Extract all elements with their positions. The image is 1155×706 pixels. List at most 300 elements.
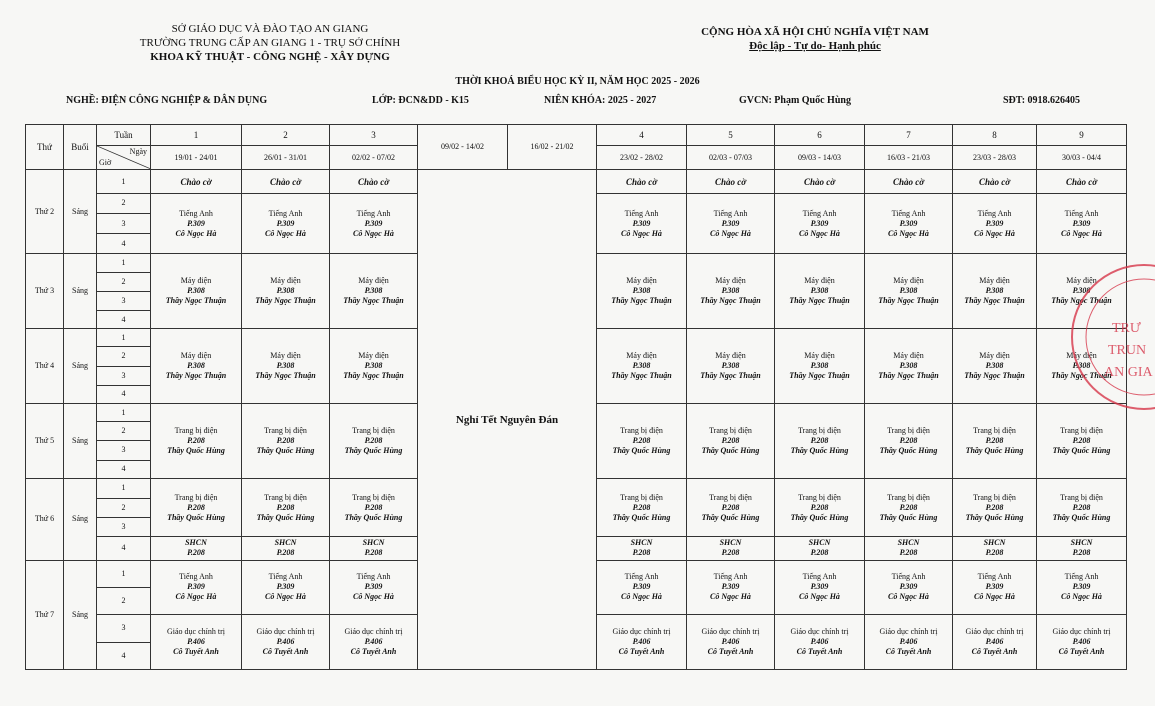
lesson-room: P.308 <box>810 361 829 371</box>
lesson-room: P.208 <box>364 502 383 512</box>
lesson-room: P.406 <box>276 637 295 647</box>
lesson-teacher: Cô Tuyết Anh <box>173 647 219 657</box>
lesson-cell <box>151 254 242 329</box>
flag-ceremony-cell: Chào cờ <box>330 170 418 193</box>
lesson-subject: Trang bị điện <box>798 492 841 502</box>
lesson-room: P.308 <box>632 286 651 296</box>
lesson-cell <box>1037 193 1127 254</box>
lesson-subject: Giáo dục chính trị <box>790 627 849 637</box>
lesson-room: P.208 <box>276 502 295 512</box>
lesson-cell <box>597 329 687 404</box>
lesson-cell <box>865 403 953 478</box>
lesson-room: P.406 <box>632 637 651 647</box>
lesson-teacher: Thầy Ngọc Thuận <box>255 371 316 381</box>
lesson-cell <box>597 560 687 615</box>
lesson-teacher: Thầy Quốc Hùng <box>790 445 849 455</box>
period-number: 3 <box>97 213 151 233</box>
lesson-subject: Tiếng Anh <box>891 572 926 582</box>
week-number: 4 <box>597 125 687 146</box>
lesson-room: P.308 <box>364 361 383 371</box>
lesson-subject: SHCN <box>719 538 742 548</box>
lesson-cell <box>242 329 330 404</box>
week-dates: 23/02 - 28/02 <box>597 146 687 170</box>
lesson-room: P.208 <box>721 548 740 558</box>
lesson-cell <box>151 478 242 537</box>
lesson-room: P.208 <box>187 502 205 512</box>
flag-ceremony-cell: Chào cờ <box>597 170 687 193</box>
flag-ceremony-cell: Chào cờ <box>865 170 953 193</box>
lesson-teacher: Thầy Ngọc Thuận <box>165 371 227 381</box>
lesson-subject: Máy điện <box>715 351 746 361</box>
cohort-label: NIÊN KHÓA: 2025 - 2027 <box>544 95 657 106</box>
lesson-subject: Máy điện <box>1066 351 1097 361</box>
lesson-teacher: Cô Ngọc Hà <box>974 228 1015 238</box>
lesson-teacher: Thầy Quốc Hùng <box>1052 445 1111 455</box>
lesson-cell <box>330 254 418 329</box>
lesson-room: P.309 <box>1072 582 1091 592</box>
lesson-teacher: Cô Ngọc Hà <box>175 592 217 602</box>
lesson-cell <box>953 329 1037 404</box>
lesson-room: P.308 <box>985 286 1004 296</box>
lesson-cell <box>242 193 330 254</box>
lesson-room: P.309 <box>276 218 295 228</box>
lesson-room: P.406 <box>1072 637 1091 647</box>
lesson-subject: Tiếng Anh <box>624 208 659 218</box>
session-label: Sáng <box>64 478 97 560</box>
lesson-cell <box>242 254 330 329</box>
lesson-teacher: Thầy Ngọc Thuận <box>878 296 939 306</box>
lesson-subject: Máy điện <box>715 276 746 286</box>
lesson-teacher: Cô Tuyết Anh <box>707 647 754 657</box>
lesson-subject: Máy điện <box>626 351 657 361</box>
lesson-subject: SHCN <box>362 538 385 548</box>
lesson-cell <box>865 329 953 404</box>
lesson-room: P.208 <box>985 435 1004 445</box>
lesson-subject: SHCN <box>1070 538 1093 548</box>
lesson-subject: Máy điện <box>270 276 301 286</box>
lesson-teacher: Thầy Ngọc Thuận <box>789 296 850 306</box>
lesson-subject: Trang bị điện <box>973 492 1016 502</box>
period-number: 2 <box>97 272 151 291</box>
lesson-cell <box>953 560 1037 615</box>
lesson-cell <box>865 254 953 329</box>
lesson-teacher: Thầy Quốc Hùng <box>879 512 938 522</box>
lesson-cell <box>597 478 687 537</box>
lesson-subject: Tiếng Anh <box>268 572 303 582</box>
lesson-room: P.309 <box>187 218 205 228</box>
lesson-teacher: Cô Ngọc Hà <box>799 228 840 238</box>
lesson-teacher: Cô Tuyết Anh <box>885 647 932 657</box>
lesson-subject: SHCN <box>630 538 653 548</box>
lesson-subject: Giáo dục chính trị <box>965 627 1024 637</box>
national-title: CỘNG HÒA XÃ HỘI CHỦ NGHĨA VIỆT NAM <box>701 26 929 38</box>
lesson-cell <box>953 403 1037 478</box>
flag-ceremony-cell: Chào cờ <box>953 170 1037 193</box>
lesson-teacher: Thầy Quốc Hùng <box>612 445 671 455</box>
lesson-room: P.308 <box>632 361 651 371</box>
lesson-teacher: Thầy Ngọc Thuận <box>700 371 761 381</box>
week-dates: 16/03 - 21/03 <box>865 146 953 170</box>
lesson-teacher: Cô Tuyết Anh <box>262 647 309 657</box>
lesson-room: P.406 <box>985 637 1004 647</box>
lesson-room: P.309 <box>276 582 295 592</box>
lesson-room: P.308 <box>1072 361 1091 371</box>
lesson-teacher: Cô Ngọc Hà <box>1061 228 1102 238</box>
lesson-room: P.308 <box>721 286 740 296</box>
lesson-subject: Giáo dục chính trị <box>1052 627 1111 637</box>
lesson-subject: Máy điện <box>979 276 1010 286</box>
lesson-subject: Tiếng Anh <box>179 208 213 218</box>
lesson-subject: Tiếng Anh <box>977 572 1012 582</box>
period-number: 4 <box>97 642 151 670</box>
period-number: 4 <box>97 310 151 328</box>
lesson-cell <box>775 254 865 329</box>
lesson-teacher: Thầy Ngọc Thuận <box>255 296 316 306</box>
lesson-cell <box>1037 478 1127 537</box>
lesson-room: P.309 <box>721 218 740 228</box>
lesson-teacher: Thầy Quốc Hùng <box>701 445 760 455</box>
period-number: 2 <box>97 193 151 213</box>
lesson-cell <box>953 193 1037 254</box>
lesson-teacher: Cô Ngọc Hà <box>621 228 662 238</box>
lesson-teacher: Cô Ngọc Hà <box>799 592 840 602</box>
lesson-subject: Trang bị điện <box>352 492 395 502</box>
lesson-teacher: Cô Tuyết Anh <box>796 647 843 657</box>
lesson-subject: Trang bị điện <box>620 425 663 435</box>
lesson-cell <box>151 537 242 560</box>
lesson-cell <box>865 615 953 670</box>
lesson-room: P.208 <box>721 435 740 445</box>
faculty-name: KHOA KỸ THUẬT - CÔNG NGHỆ - XÂY DỰNG <box>150 51 390 63</box>
lesson-room: P.208 <box>364 548 383 558</box>
national-motto: Độc lập - Tự do- Hạnh phúc <box>749 40 881 52</box>
lesson-teacher: Thầy Ngọc Thuận <box>789 371 850 381</box>
session-label: Sáng <box>64 254 97 329</box>
lesson-cell <box>687 615 775 670</box>
lesson-cell <box>1037 537 1127 560</box>
lesson-cell <box>330 537 418 560</box>
svg-text:TRUN: TRUN <box>1108 343 1147 358</box>
lesson-cell <box>775 193 865 254</box>
session-label: Sáng <box>64 329 97 404</box>
lesson-cell <box>953 478 1037 537</box>
week-dates: 02/03 - 07/03 <box>687 146 775 170</box>
page-title: THỜI KHOÁ BIỂU HỌC KỲ II, NĂM HỌC 2025 - 2026 <box>455 76 700 87</box>
lesson-cell <box>775 478 865 537</box>
session-label: Sáng <box>64 560 97 669</box>
lesson-room: P.309 <box>985 218 1004 228</box>
lesson-room: P.308 <box>899 286 918 296</box>
lesson-room: P.208 <box>1072 435 1091 445</box>
lesson-room: P.308 <box>721 361 740 371</box>
flag-ceremony-cell: Chào cờ <box>151 170 242 193</box>
lesson-teacher: Thầy Ngọc Thuận <box>1051 296 1112 306</box>
lesson-subject: Máy điện <box>180 276 212 286</box>
lesson-room: P.309 <box>985 582 1004 592</box>
lesson-teacher: Thầy Quốc Hùng <box>612 512 671 522</box>
lesson-subject: Trang bị điện <box>620 492 663 502</box>
lesson-subject: Tiếng Anh <box>977 208 1012 218</box>
day-label: Thứ 2 <box>26 170 64 254</box>
day-label: Thứ 3 <box>26 254 64 329</box>
period-number: 4 <box>97 385 151 403</box>
week-dates: 09/03 - 14/03 <box>775 146 865 170</box>
lesson-cell <box>330 329 418 404</box>
lesson-teacher: Cô Ngọc Hà <box>710 228 751 238</box>
lesson-subject: Trang bị điện <box>887 425 930 435</box>
svg-text:TRƯ: TRƯ <box>1112 321 1141 336</box>
lesson-teacher: Thầy Ngọc Thuận <box>878 371 939 381</box>
lesson-cell <box>687 537 775 560</box>
period-number: 2 <box>97 498 151 517</box>
lesson-room: P.308 <box>187 361 205 371</box>
lesson-subject: Tiếng Anh <box>891 208 926 218</box>
lesson-subject: Máy điện <box>893 276 924 286</box>
school-stamp <box>1068 262 1155 412</box>
lesson-room: P.208 <box>721 502 740 512</box>
lesson-subject: Giáo dục chính trị <box>344 627 403 637</box>
lesson-teacher: Thầy Quốc Hùng <box>790 512 849 522</box>
org-header <box>120 22 420 64</box>
lesson-teacher: Cô Tuyết Anh <box>1058 647 1105 657</box>
lesson-cell <box>687 329 775 404</box>
lesson-teacher: Cô Ngọc Hà <box>888 592 929 602</box>
lesson-cell <box>775 560 865 615</box>
lesson-room: P.208 <box>364 435 383 445</box>
session-label: Sáng <box>64 170 97 254</box>
lesson-teacher: Thầy Quốc Hùng <box>167 445 225 455</box>
lesson-room: P.208 <box>632 548 651 558</box>
lesson-room: P.308 <box>187 286 205 296</box>
lesson-room: P.309 <box>187 582 205 592</box>
week-number: 5 <box>687 125 775 146</box>
lesson-room: P.309 <box>1072 218 1091 228</box>
lesson-subject: Tiếng Anh <box>1064 572 1099 582</box>
day-label: Thứ 5 <box>26 403 64 478</box>
lesson-room: P.308 <box>810 286 829 296</box>
period-number: 4 <box>97 460 151 478</box>
lesson-teacher: Cô Tuyết Anh <box>618 647 665 657</box>
lesson-subject: Tiếng Anh <box>1064 208 1099 218</box>
lesson-room: P.208 <box>899 548 918 558</box>
lesson-cell <box>865 537 953 560</box>
period-number: 4 <box>97 234 151 254</box>
timetable <box>25 124 1127 670</box>
lesson-room: P.308 <box>276 286 295 296</box>
major-label: NGHỀ: ĐIỆN CÔNG NGHIỆP & DÂN DỤNG <box>66 95 268 106</box>
lesson-subject: Trang bị điện <box>973 425 1016 435</box>
lesson-cell <box>151 560 242 615</box>
period-number: 3 <box>97 441 151 460</box>
lesson-room: P.406 <box>899 637 918 647</box>
lesson-room: P.208 <box>985 548 1004 558</box>
lesson-subject: Trang bị điện <box>352 425 395 435</box>
day-label: Thứ 4 <box>26 329 64 404</box>
lesson-teacher: Thầy Ngọc Thuận <box>611 296 672 306</box>
week-dates: 23/03 - 28/03 <box>953 146 1037 170</box>
lesson-teacher: Cô Tuyết Anh <box>971 647 1018 657</box>
phone-label: SĐT: 0918.626405 <box>1003 95 1081 106</box>
lesson-cell <box>775 403 865 478</box>
lesson-teacher: Thầy Quốc Hùng <box>965 512 1024 522</box>
week-dates: 30/03 - 04/4 <box>1037 146 1127 170</box>
svg-text:AN GIA: AN GIA <box>1104 365 1153 380</box>
period-number: 1 <box>97 254 151 272</box>
homeroom-teacher-label: GVCN: Phạm Quốc Hùng <box>739 95 851 106</box>
lesson-teacher: Thầy Quốc Hùng <box>965 445 1024 455</box>
period-number: 4 <box>97 537 151 560</box>
lesson-cell <box>865 478 953 537</box>
lesson-teacher: Thầy Ngọc Thuận <box>611 371 672 381</box>
week-dates: 26/01 - 31/01 <box>242 146 330 170</box>
lesson-teacher: Thầy Quốc Hùng <box>701 512 760 522</box>
lesson-teacher: Thầy Quốc Hùng <box>1052 512 1111 522</box>
period-number: 3 <box>97 366 151 385</box>
week-number: 1 <box>151 125 242 146</box>
lesson-subject: Giáo dục chính trị <box>256 627 315 637</box>
lesson-subject: Máy điện <box>626 276 657 286</box>
lesson-subject: Máy điện <box>893 351 924 361</box>
lesson-teacher: Thầy Quốc Hùng <box>344 445 403 455</box>
lesson-cell <box>597 193 687 254</box>
lesson-teacher: Cô Ngọc Hà <box>353 592 394 602</box>
week-dates: 02/02 - 07/02 <box>330 146 418 170</box>
lesson-teacher: Thầy Ngọc Thuận <box>165 296 227 306</box>
lesson-cell <box>242 478 330 537</box>
lesson-teacher: Cô Ngọc Hà <box>175 228 217 238</box>
lesson-cell <box>242 403 330 478</box>
lesson-subject: Tiếng Anh <box>356 208 391 218</box>
lesson-cell <box>687 254 775 329</box>
lesson-cell <box>687 193 775 254</box>
holiday-week-dates: 16/02 - 21/02 <box>508 125 597 170</box>
lesson-room: P.309 <box>632 218 651 228</box>
lesson-teacher: Thầy Quốc Hùng <box>256 445 315 455</box>
week-number: 2 <box>242 125 330 146</box>
gio-label: Giờ <box>99 158 112 168</box>
week-number: 6 <box>775 125 865 146</box>
lesson-subject: Trang bị điện <box>798 425 841 435</box>
lesson-teacher: Thầy Ngọc Thuận <box>964 371 1025 381</box>
day-label: Thứ 6 <box>26 478 64 560</box>
lesson-cell <box>330 478 418 537</box>
lesson-teacher: Thầy Quốc Hùng <box>167 512 225 522</box>
lesson-teacher: Cô Ngọc Hà <box>621 592 662 602</box>
lesson-cell <box>242 615 330 670</box>
lesson-cell <box>775 537 865 560</box>
lesson-room: P.309 <box>810 218 829 228</box>
lesson-teacher: Thầy Quốc Hùng <box>344 512 403 522</box>
lesson-subject: Máy điện <box>358 351 389 361</box>
lesson-cell <box>597 254 687 329</box>
lesson-subject: Trang bị điện <box>887 492 930 502</box>
lesson-subject: Giáo dục chính trị <box>879 627 938 637</box>
lesson-teacher: Thầy Ngọc Thuận <box>1051 371 1112 381</box>
flag-ceremony-cell: Chào cờ <box>1037 170 1127 193</box>
school-name: TRƯỜNG TRUNG CẤP AN GIANG 1 - TRỤ SỞ CHÍNH <box>139 37 401 49</box>
ngay-label: Ngày <box>129 147 147 157</box>
lesson-cell <box>242 537 330 560</box>
lesson-subject: Máy điện <box>1066 276 1097 286</box>
lesson-teacher: Thầy Ngọc Thuận <box>343 371 404 381</box>
flag-ceremony-cell: Chào cờ <box>775 170 865 193</box>
week-number: 7 <box>865 125 953 146</box>
period-number: 2 <box>97 587 151 614</box>
lesson-teacher: Cô Ngọc Hà <box>353 228 394 238</box>
lesson-room: P.308 <box>364 286 383 296</box>
lesson-teacher: Cô Ngọc Hà <box>710 592 751 602</box>
lesson-teacher: Thầy Ngọc Thuận <box>343 296 404 306</box>
lesson-subject: Trang bị điện <box>264 425 307 435</box>
lesson-room: P.208 <box>985 502 1004 512</box>
flag-ceremony-cell: Chào cờ <box>687 170 775 193</box>
lesson-room: P.208 <box>632 435 651 445</box>
col-tuan-header: Tuần <box>97 125 151 146</box>
lesson-cell <box>775 615 865 670</box>
lesson-teacher: Cô Tuyết Anh <box>350 647 397 657</box>
lesson-room: P.208 <box>810 548 829 558</box>
lesson-teacher: Thầy Ngọc Thuận <box>700 296 761 306</box>
period-number: 1 <box>97 403 151 421</box>
lesson-room: P.208 <box>1072 502 1091 512</box>
lesson-cell <box>330 560 418 615</box>
lesson-teacher: Thầy Quốc Hùng <box>879 445 938 455</box>
lesson-room: P.308 <box>985 361 1004 371</box>
lesson-cell <box>151 193 242 254</box>
lesson-room: P.309 <box>899 582 918 592</box>
lesson-room: P.308 <box>276 361 295 371</box>
lesson-room: P.208 <box>632 502 651 512</box>
session-label: Sáng <box>64 403 97 478</box>
national-header <box>660 25 970 53</box>
week-header-row <box>26 125 1127 146</box>
lesson-teacher: Cô Ngọc Hà <box>265 228 306 238</box>
lesson-subject: Giáo dục chính trị <box>612 627 671 637</box>
lesson-subject: Tiếng Anh <box>179 572 213 582</box>
lesson-subject: Tiếng Anh <box>713 208 748 218</box>
lesson-cell <box>953 615 1037 670</box>
lesson-room: P.309 <box>364 218 383 228</box>
lesson-teacher: Thầy Quốc Hùng <box>256 512 315 522</box>
lesson-cell <box>1037 403 1127 478</box>
lesson-teacher: Cô Ngọc Hà <box>265 592 306 602</box>
lesson-cell <box>597 403 687 478</box>
lesson-cell <box>151 403 242 478</box>
col-buoi-header: Buổi <box>64 125 97 170</box>
lesson-cell <box>151 329 242 404</box>
lesson-subject: SHCN <box>185 538 207 548</box>
lesson-cell <box>953 254 1037 329</box>
lesson-subject: SHCN <box>808 538 831 548</box>
lesson-subject: SHCN <box>274 538 297 548</box>
period-number: 1 <box>97 170 151 193</box>
week-dates: 19/01 - 24/01 <box>151 146 242 170</box>
lesson-subject: SHCN <box>983 538 1006 548</box>
period-number: 2 <box>97 347 151 366</box>
lesson-room: P.406 <box>187 637 205 647</box>
week-number: 8 <box>953 125 1037 146</box>
lesson-subject: Máy điện <box>180 351 212 361</box>
period-number: 3 <box>97 518 151 537</box>
lesson-subject: Tiếng Anh <box>356 572 391 582</box>
lesson-room: P.308 <box>1072 286 1091 296</box>
lesson-subject: Máy điện <box>804 351 835 361</box>
lesson-teacher: Cô Ngọc Hà <box>1061 592 1102 602</box>
lesson-room: P.309 <box>899 218 918 228</box>
lesson-room: P.309 <box>632 582 651 592</box>
lesson-subject: Trang bị điện <box>1060 492 1103 502</box>
lesson-room: P.208 <box>899 435 918 445</box>
